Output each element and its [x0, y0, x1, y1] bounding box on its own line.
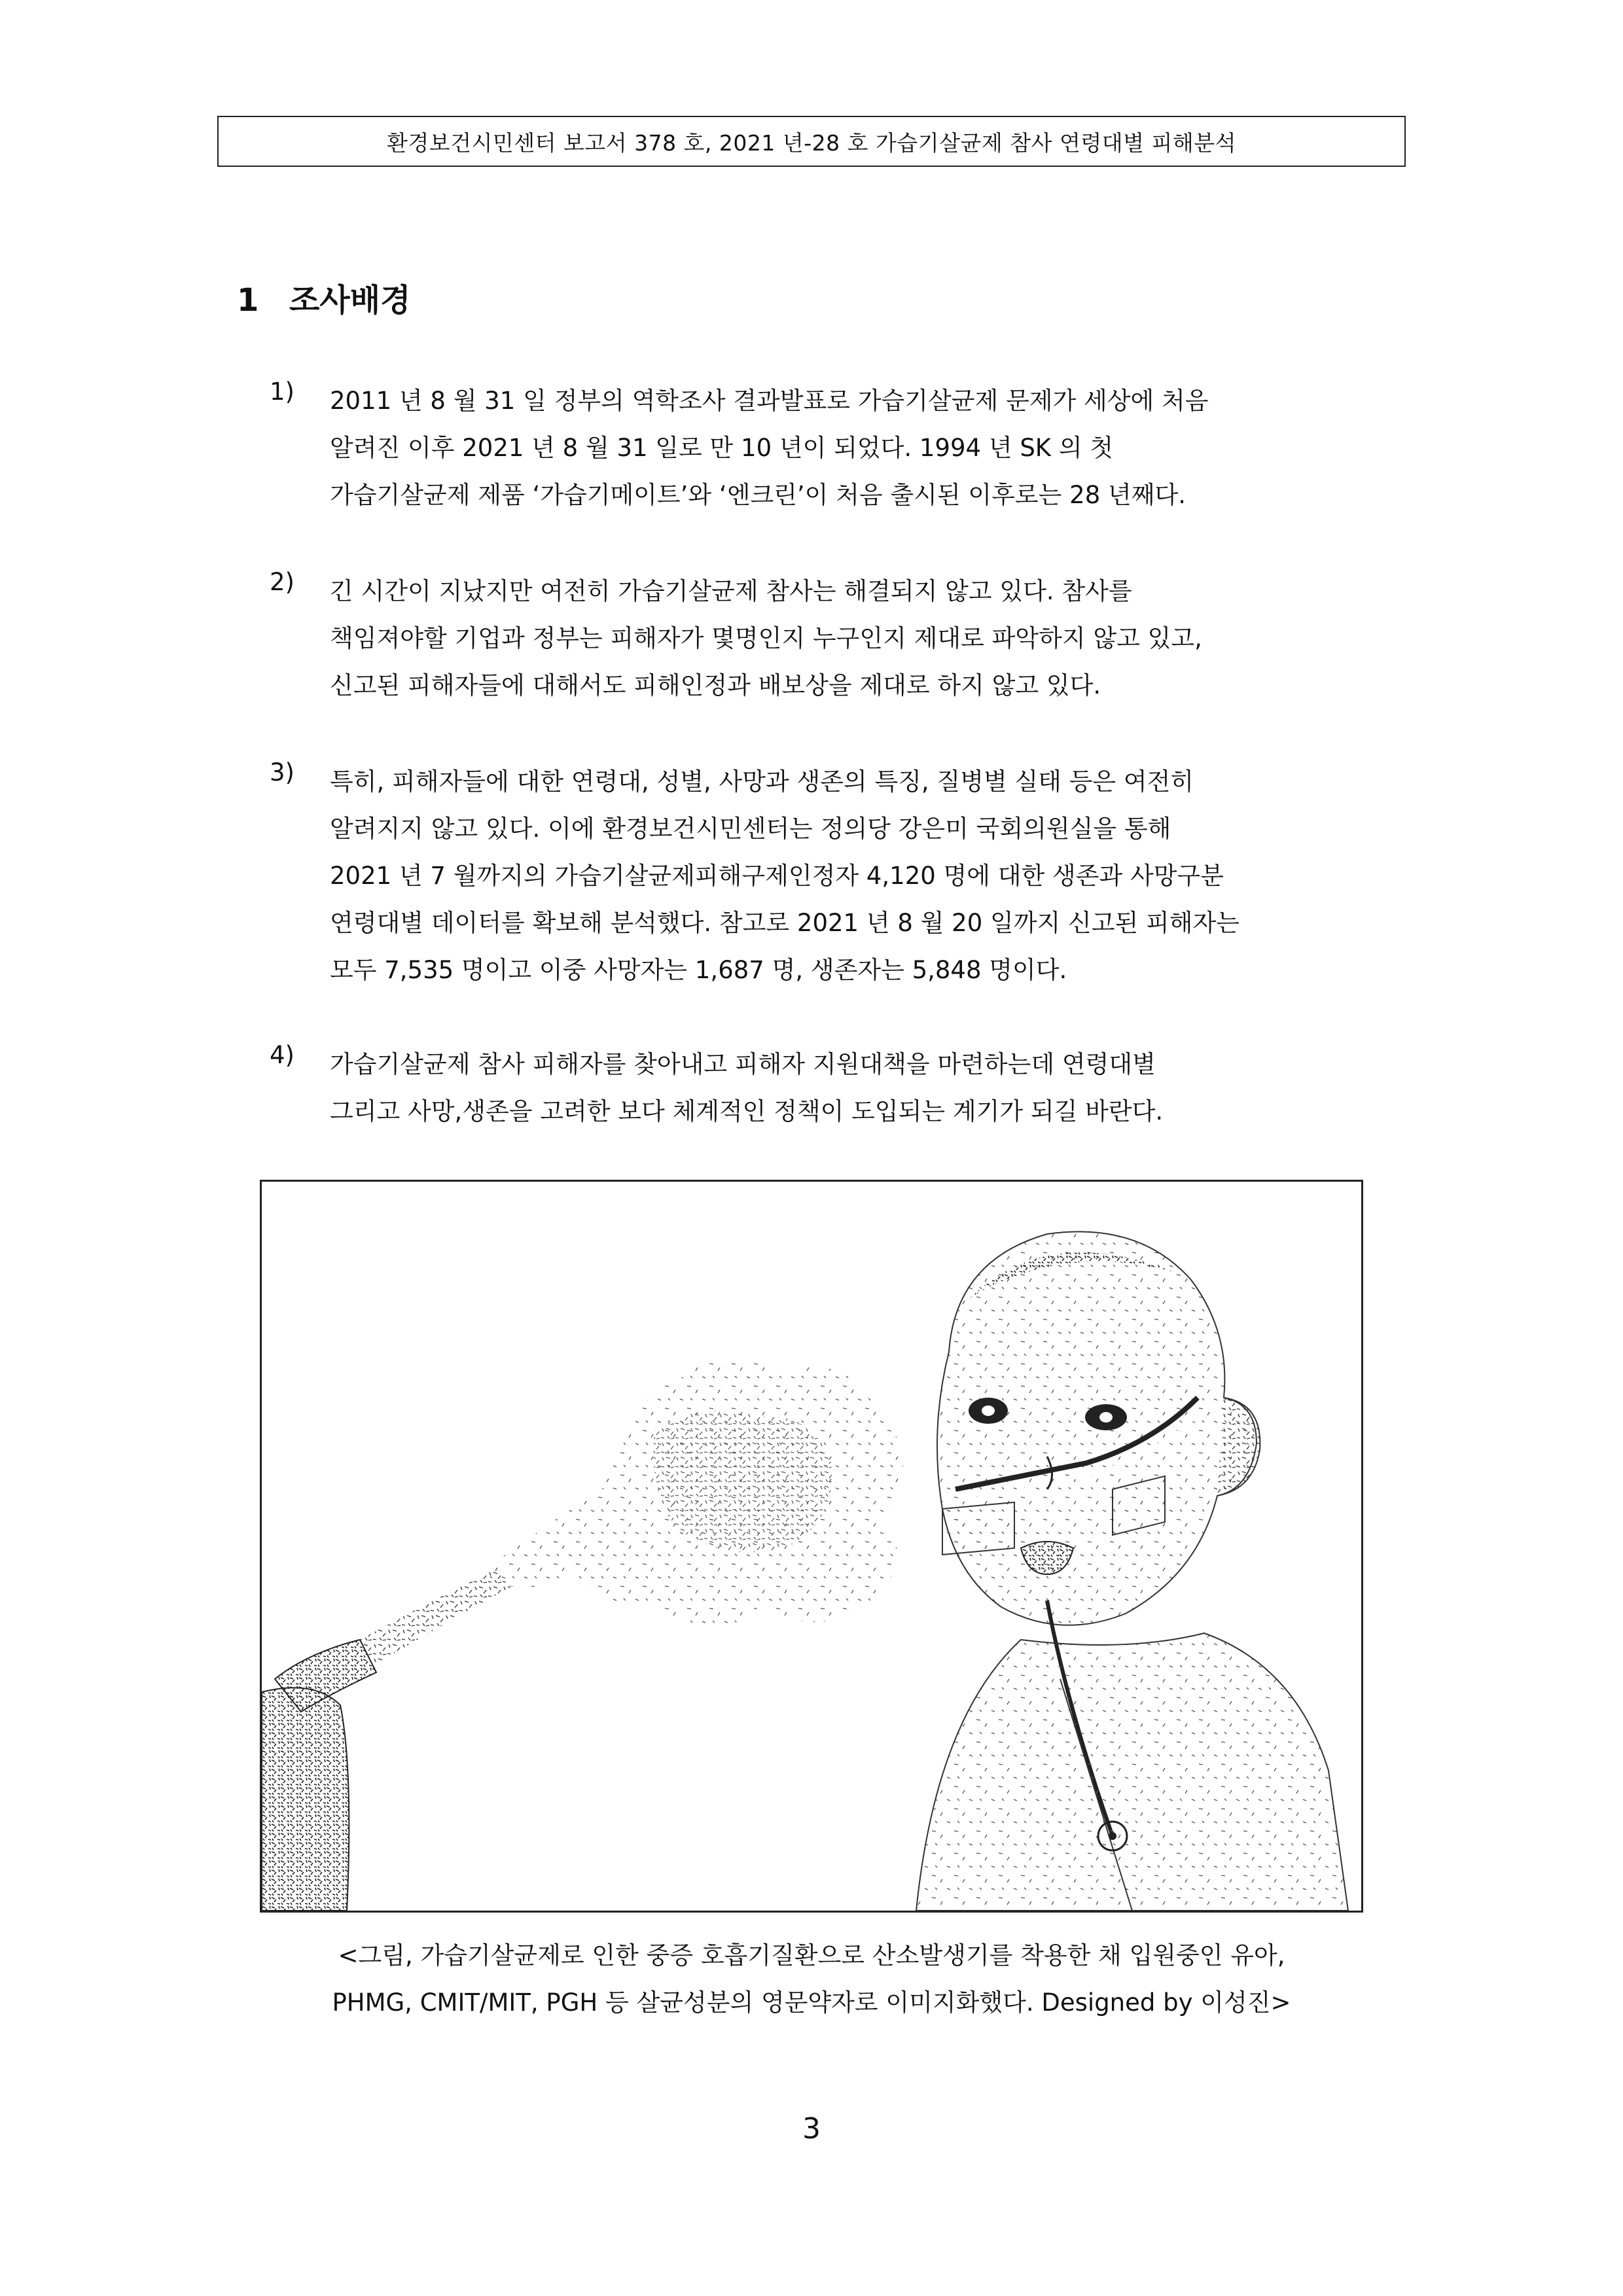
- paragraph-line: 알려진 이후 2021 년 8 월 31 일로 만 10 년이 되었다. 1994 년 SK 의 첫: [330, 434, 1114, 462]
- spray-bottle: [262, 1687, 349, 1911]
- paragraph-line: 책임져야할 기업과 정부는 피해자가 몇명인지 누구인지 제대로 파악하지 않고 있고,: [330, 624, 1202, 652]
- page-number: 3: [802, 2112, 821, 2146]
- figure-caption-line-2: PHMG, CMIT/MIT, PGH 등 살균성분의 영문약자로 이미지화했다. Designed by 이성진>: [332, 1988, 1291, 2017]
- spray-stream: [360, 1568, 510, 1666]
- report-header: [217, 116, 1406, 167]
- paragraph-line: 알려지지 않고 있다. 이에 환경보건시민센터는 정의당 강은미 국회의원실을 통해: [330, 815, 1171, 843]
- paragraph-number: 1): [270, 378, 294, 406]
- paragraph-line: 가습기살균제 참사 피해자를 찾아내고 피해자 지원대책을 마련하는데 연령대별: [330, 1050, 1156, 1078]
- paragraph-number: 3): [270, 758, 294, 786]
- medical-tape: [942, 1502, 1014, 1555]
- paragraph-line: 특히, 피해자들에 대한 연령대, 성별, 사망과 생존의 특징, 질병별 실태 등은 여전히: [330, 768, 1194, 796]
- paragraph-line: 그리고 사망,생존을 고려한 보다 체계적인 정책이 도입되는 계기가 되길 바란다.: [330, 1097, 1164, 1125]
- section-title: 조사배경: [289, 282, 411, 319]
- baby-body: [916, 1633, 1348, 1911]
- figure-illustration: [260, 1180, 1363, 1913]
- paragraph-line: 가습기살균제 제품 ‘가습기메이트’와 ‘엔크린’이 처음 출시된 이후로는 28 년째다.: [330, 481, 1186, 509]
- section-number: 1: [237, 282, 259, 319]
- infant-with-oxygen-tube-illustration: [262, 1182, 1361, 1911]
- paragraph-number: 2): [270, 568, 294, 596]
- report-header-text: 환경보건시민센터 보고서 378 호, 2021 년-28 호 가습기살균제 참사 연령대별 피해분석: [386, 130, 1237, 156]
- paragraph-line: 연령대별 데이터를 확보해 분석했다. 참고로 2021 년 8 월 20 일까지 신고된 피해자는: [330, 909, 1240, 937]
- baby-ear: [1217, 1398, 1260, 1496]
- paragraph-line: 긴 시간이 지났지만 여전히 가습기살균제 참사는 해결되지 않고 있다. 참사를: [330, 577, 1132, 605]
- paragraph-line: 2011 년 8 월 31 일 정부의 역학조사 결과발표로 가습기살균제 문제가 세상에 처음: [330, 387, 1209, 415]
- paragraph-line: 2021 년 7 월까지의 가습기살균제피해구제인정자 4,120 명에 대한 생존과 사망구분: [330, 862, 1224, 890]
- figure-caption-line-1: <그림, 가습기살균제로 인한 중증 호흡기질환으로 산소발생기를 착용한 채 입원중인 유아,: [338, 1941, 1285, 1969]
- paragraph-line: 신고된 피해자들에 대해서도 피해인정과 배보상을 제대로 하지 않고 있다.: [330, 671, 1101, 699]
- paragraph-number: 4): [270, 1041, 294, 1069]
- paragraph-line: 모두 7,535 명이고 이중 사망자는 1,687 명, 생존자는 5,848 명이다.: [330, 956, 1067, 984]
- section-heading: [237, 275, 410, 320]
